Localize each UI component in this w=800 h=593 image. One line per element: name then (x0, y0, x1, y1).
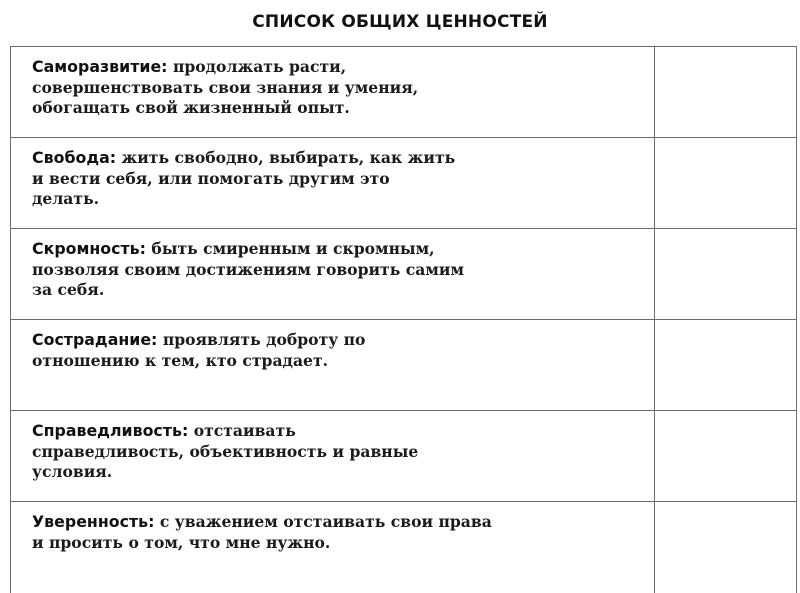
value-cell (11, 47, 655, 138)
value-description-line: справедливость, объективность и равные (32, 441, 419, 461)
value-description-line: с уважением отстаивать свои права (159, 512, 492, 532)
value-description-line: отстаивать (193, 421, 296, 441)
value-description-line: условия. (32, 462, 113, 482)
table-row (11, 47, 797, 138)
value-term: Уверенность: (32, 512, 155, 532)
blank-cell[interactable] (655, 47, 797, 138)
blank-cell[interactable] (655, 229, 797, 320)
blank-cell[interactable] (655, 320, 797, 411)
value-description-line: обогащать свой жизненный опыт. (32, 98, 350, 117)
value-description-line: позволяя своим достижениям говорить самим (32, 259, 464, 279)
value-cell (11, 229, 655, 320)
value-cell (11, 502, 655, 593)
table-row (11, 411, 797, 502)
value-description-line: и просить о том, что мне нужно. (32, 532, 331, 552)
value-term: Справедливость: (32, 421, 189, 441)
table-row (11, 320, 797, 411)
value-description-line: отношению к тем, кто страдает. (32, 350, 329, 370)
blank-cell[interactable] (655, 411, 797, 502)
value-description-line: продолжать расти, (172, 57, 347, 76)
value-term: Скромность: (32, 239, 146, 259)
value-description-line: совершенствовать свои знания и умения, (32, 77, 419, 97)
values-table (10, 46, 797, 593)
page-title: СПИСОК ОБЩИХ ЦЕННОСТЕЙ (252, 12, 548, 32)
value-description-line: и вести себя, или помогать другим это (32, 168, 390, 188)
value-cell (11, 320, 655, 411)
blank-cell[interactable] (655, 138, 797, 229)
value-term: Свобода: (32, 148, 117, 168)
value-term: Сострадание: (32, 330, 158, 350)
value-description-line: быть смиренным и скромным, (151, 239, 435, 259)
blank-cell[interactable] (655, 502, 797, 593)
value-cell (11, 411, 655, 502)
value-cell (11, 138, 655, 229)
value-description-line: делать. (32, 189, 100, 209)
table-row (11, 138, 797, 229)
value-description-line: за себя. (32, 280, 105, 300)
table-row (11, 229, 797, 320)
value-term: Саморазвитие: (32, 57, 168, 76)
value-description-line: проявлять доброту по (162, 330, 366, 350)
value-description-line: жить свободно, выбирать, как жить (121, 148, 456, 168)
table-row (11, 502, 797, 593)
